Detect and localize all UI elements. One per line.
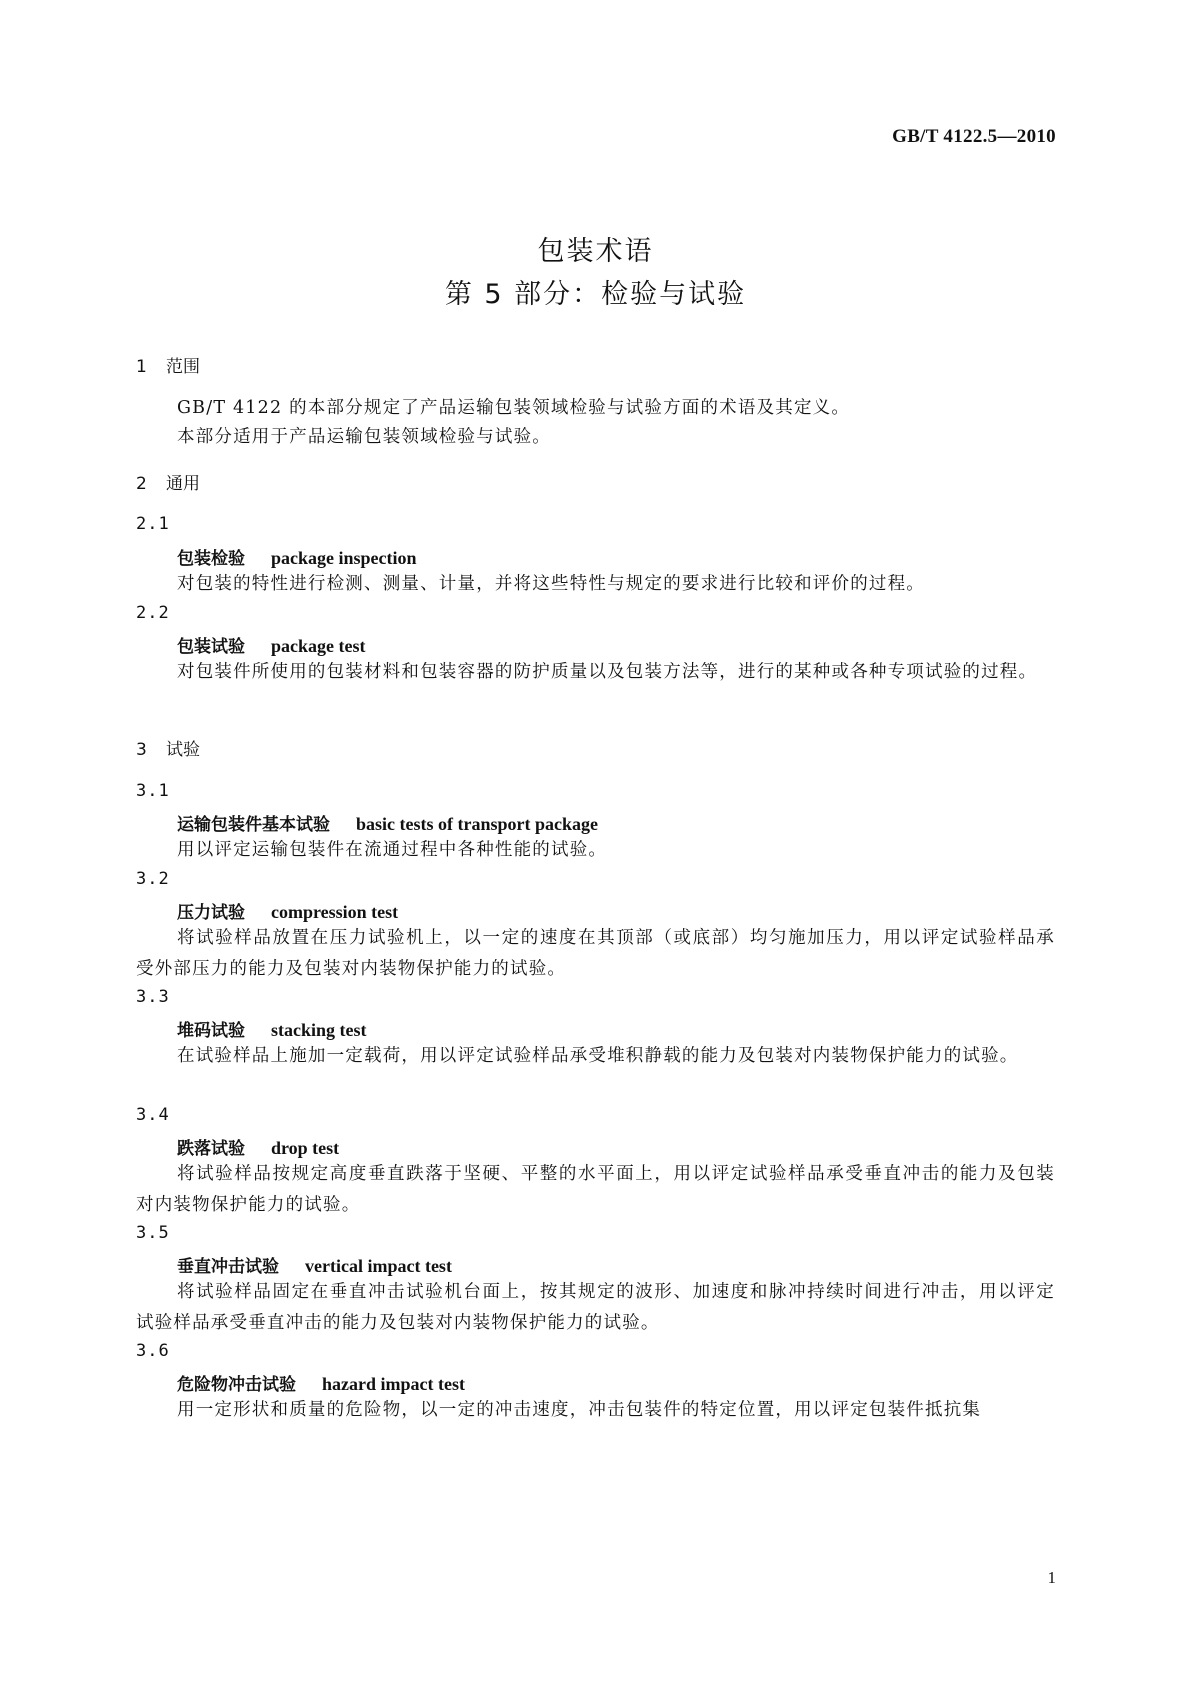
- term-definition: 对包装件所使用的包装材料和包装容器的防护质量以及包装方法等，进行的某种或各种专项试验的过程。: [177, 662, 1038, 682]
- clause-number: 2.2: [136, 603, 170, 623]
- term-entry: [177, 1370, 465, 1395]
- term-zh: 跌落试验: [177, 1139, 245, 1159]
- term-en: stacking test: [271, 1020, 367, 1040]
- scope-paragraph: GB/T 4122 的本部分规定了产品运输包装领域检验与试验方面的术语及其定义。: [177, 398, 851, 418]
- term-zh: 包装试验: [177, 637, 245, 657]
- term-zh: 垂直冲击试验: [177, 1257, 279, 1277]
- term-en: package inspection: [271, 548, 417, 568]
- section-title: 试验: [166, 740, 200, 760]
- term-zh: 危险物冲击试验: [177, 1375, 296, 1395]
- term-definition: 用以评定运输包装件在流通过程中各种性能的试验。: [177, 840, 608, 860]
- term-entry: [177, 1252, 452, 1277]
- term-definition: 用一定形状和质量的危险物，以一定的冲击速度，冲击包装件的特定位置，用以评定包装件抵抗集: [177, 1400, 982, 1420]
- term-en: compression test: [271, 902, 399, 922]
- standard-number: GB/T 4122.5—2010: [892, 126, 1056, 147]
- term-en: basic tests of transport package: [356, 814, 598, 834]
- term-en: drop test: [271, 1138, 340, 1158]
- section-title: 通用: [166, 474, 200, 494]
- clause-number: 3.3: [136, 987, 170, 1007]
- clause-number: 3.5: [136, 1223, 170, 1243]
- term-definition: 对包装的特性进行检测、测量、计量，并将这些特性与规定的要求进行比较和评价的过程。: [177, 574, 925, 594]
- term-definition: 在试验样品上施加一定载荷，用以评定试验样品承受堆积静载的能力及包装对内装物保护能力的试验。: [177, 1046, 1019, 1066]
- term-en: hazard impact test: [322, 1374, 465, 1394]
- term-entry: [177, 1016, 367, 1041]
- term-definition: 将试验样品固定在垂直冲击试验机台面上，按其规定的波形、加速度和脉冲持续时间进行冲击，用以评定试验样品承受垂直冲击的能力及包装对内装物保护能力的试验。: [136, 1282, 1055, 1333]
- term-zh: 运输包装件基本试验: [177, 815, 330, 835]
- term-entry: [177, 810, 598, 835]
- clause-number: 2.1: [136, 514, 170, 534]
- term-en: vertical impact test: [305, 1256, 452, 1276]
- term-en: package test: [271, 636, 366, 656]
- clause-number: 3.6: [136, 1341, 170, 1361]
- term-entry: [177, 898, 398, 923]
- term-zh: 压力试验: [177, 903, 245, 923]
- clause-number: 3.1: [136, 781, 170, 801]
- section-number: 2: [136, 474, 147, 494]
- section-number: 1: [136, 357, 147, 377]
- term-entry: [177, 544, 417, 569]
- term-definition: 将试验样品放置在压力试验机上，以一定的速度在其顶部（或底部）均匀施加压力，用以评定试验样品承受外部压力的能力及包装对内装物保护能力的试验。: [136, 928, 1055, 979]
- term-entry: [177, 1134, 339, 1159]
- section-title: 范围: [166, 357, 200, 377]
- term-zh: 堆码试验: [177, 1021, 245, 1041]
- section-heading-scope: [136, 352, 200, 377]
- page-number: 1: [1047, 1568, 1056, 1587]
- term-zh: 包装检验: [177, 549, 245, 569]
- document-subtitle: 第 5 部分：检验与试验: [444, 279, 747, 310]
- scope-paragraph: 本部分适用于产品运输包装领域检验与试验。: [177, 427, 551, 447]
- section-heading-tests: [136, 735, 200, 760]
- document-title: 包装术语: [537, 236, 654, 267]
- clause-number: 3.2: [136, 869, 170, 889]
- term-entry: [177, 632, 365, 657]
- clause-number: 3.4: [136, 1105, 170, 1125]
- section-heading-general: [136, 469, 200, 494]
- section-number: 3: [136, 740, 147, 760]
- term-definition: 将试验样品按规定高度垂直跌落于坚硬、平整的水平面上，用以评定试验样品承受垂直冲击的能力及包装对内装物保护能力的试验。: [136, 1164, 1055, 1215]
